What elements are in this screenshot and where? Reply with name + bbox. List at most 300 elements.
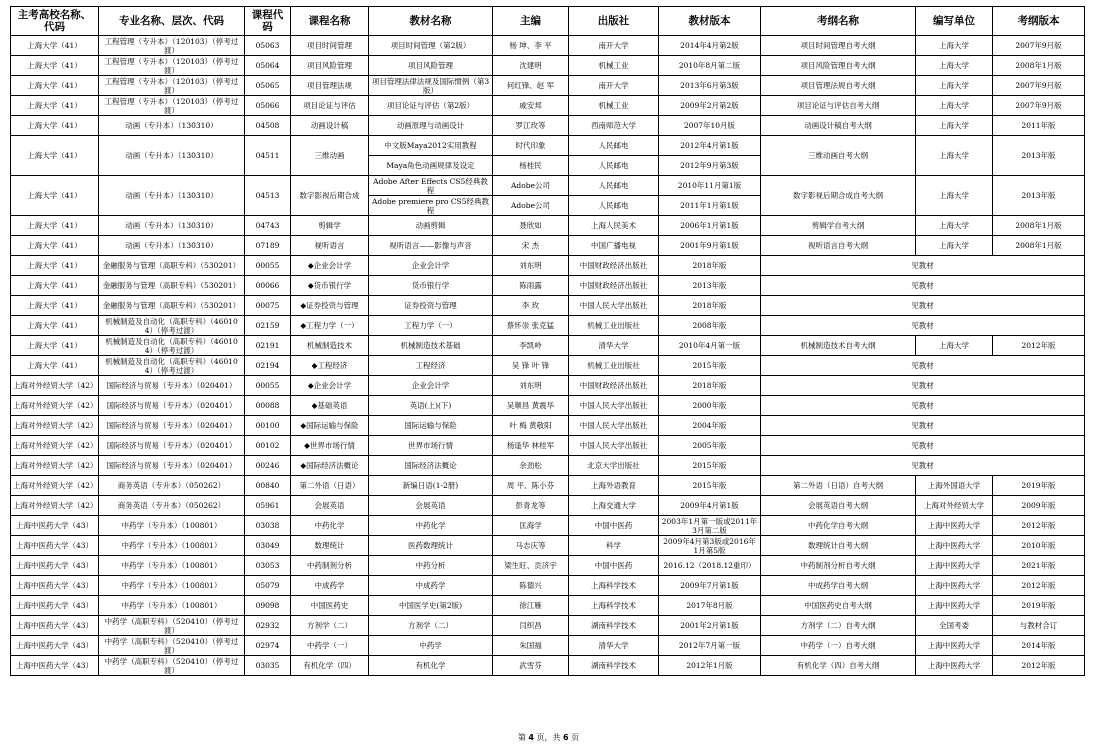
cell-editor: 李 玫 — [493, 296, 569, 316]
cell-syllabus: 机械制造技术自考大纲 — [761, 336, 916, 356]
cell-publisher: 中国财政经济出版社 — [569, 276, 659, 296]
cell-syllabus-version: 2010年版 — [993, 536, 1085, 556]
cell-edition: 2003年1月第一版或2011年3月第二版 — [659, 516, 761, 536]
cell-textbook: 动画剪辑 — [369, 216, 493, 236]
cell-course-name: ◆企业会计学 — [291, 376, 369, 396]
cell-edition: 2010年8月第二版 — [659, 56, 761, 76]
cell-editor: 杨 坤、李 平 — [493, 36, 569, 56]
page-footer — [0, 732, 1097, 743]
cell-syllabus-version: 2021年版 — [993, 556, 1085, 576]
header-compiler: 编写单位 — [916, 7, 993, 36]
cell-major: 机械制造及自动化（高职专科）（460104）（停考过渡） — [99, 316, 245, 336]
cell-textbook: 中药分析 — [369, 556, 493, 576]
cell-compiler: 上海中医药大学 — [916, 576, 993, 596]
table-row — [11, 256, 1085, 276]
cell-university: 上海对外经贸大学（42） — [11, 376, 99, 396]
cell-publisher: 中国财政经济出版社 — [569, 256, 659, 276]
table-row — [11, 56, 1085, 76]
table-row — [11, 576, 1085, 596]
cell-edition: 2011年1月第1版 — [659, 196, 761, 216]
table-row — [11, 276, 1085, 296]
cell-course-name: 项目风险管理 — [291, 56, 369, 76]
header-edition: 教材版本 — [659, 7, 761, 36]
cell-course-code: 02974 — [245, 636, 291, 656]
cell-syllabus-version: 2008年1月版 — [993, 236, 1085, 256]
table-row — [11, 496, 1085, 516]
cell-edition: 2009年2月第2版 — [659, 96, 761, 116]
cell-university: 上海中医药大学（43） — [11, 576, 99, 596]
cell-publisher: 上海人民美术 — [569, 216, 659, 236]
cell-editor: 宋 杰 — [493, 236, 569, 256]
cell-course-code: 03038 — [245, 516, 291, 536]
cell-major: 工程管理（专升本）（120103）（停考过渡） — [99, 96, 245, 116]
cell-syllabus: 项目管理法规自考大纲 — [761, 76, 916, 96]
cell-textbook: 国际运输与保险 — [369, 416, 493, 436]
cell-course-code: 00246 — [245, 456, 291, 476]
cell-syllabus-version: 2012年版 — [993, 516, 1085, 536]
cell-major: 国际经济与贸易（专升本）（020401） — [99, 416, 245, 436]
table-row — [11, 216, 1085, 236]
cell-compiler: 上海大学 — [916, 136, 993, 176]
cell-publisher: 清华大学 — [569, 336, 659, 356]
cell-edition: 2009年4月第3版或2016年1月第5版 — [659, 536, 761, 556]
cell-course-code: 00075 — [245, 296, 291, 316]
cell-edition: 2018年版 — [659, 296, 761, 316]
cell-publisher: 人民邮电 — [569, 196, 659, 216]
table-row — [11, 396, 1085, 416]
cell-editor: 刘东明 — [493, 256, 569, 276]
cell-editor: 马志庆等 — [493, 536, 569, 556]
cell-publisher: 上海科学技术 — [569, 576, 659, 596]
cell-course-code: 03053 — [245, 556, 291, 576]
footer-prefix: 第 — [517, 733, 526, 742]
cell-syllabus-note: 见教材 — [761, 356, 1085, 376]
cell-publisher: 中国中医药 — [569, 556, 659, 576]
cell-university: 上海大学（41） — [11, 276, 99, 296]
cell-textbook: 世界市场行情 — [369, 436, 493, 456]
cell-editor: 梁生旺、贡济宇 — [493, 556, 569, 576]
cell-publisher: 清华大学 — [569, 636, 659, 656]
cell-major: 工程管理（专升本）（120103）（停考过渡） — [99, 56, 245, 76]
cell-edition: 2013年6月第3版 — [659, 76, 761, 96]
header-editor: 主编 — [493, 7, 569, 36]
cell-edition: 2009年7月第1版 — [659, 576, 761, 596]
cell-edition: 2008年版 — [659, 316, 761, 336]
cell-syllabus: 动画设计稿自考大纲 — [761, 116, 916, 136]
cell-syllabus-version: 2007年9月版 — [993, 36, 1085, 56]
cell-major: 中药学（高职专科）（520410）（停考过渡） — [99, 636, 245, 656]
cell-course-code: 00102 — [245, 436, 291, 456]
cell-course-code: 05063 — [245, 36, 291, 56]
cell-major: 金融服务与管理（高职专科）（530201） — [99, 296, 245, 316]
cell-syllabus: 项目论证与评估自考大纲 — [761, 96, 916, 116]
cell-university: 上海中医药大学（43） — [11, 536, 99, 556]
cell-textbook: 项目时间管理（第2版） — [369, 36, 493, 56]
cell-major: 中药学（专升本）（100801） — [99, 576, 245, 596]
cell-compiler: 上海大学 — [916, 176, 993, 216]
cell-edition: 2006年1月第1版 — [659, 216, 761, 236]
cell-major: 国际经济与贸易（专升本）（020401） — [99, 436, 245, 456]
cell-course-code: 00840 — [245, 476, 291, 496]
cell-edition: 2012年4月第1版 — [659, 136, 761, 156]
cell-university: 上海大学（41） — [11, 76, 99, 96]
cell-course-name: ◆国际经济法概论 — [291, 456, 369, 476]
cell-editor: 罗江玫等 — [493, 116, 569, 136]
cell-course-name: 三维动画 — [291, 136, 369, 176]
cell-university: 上海大学（41） — [11, 316, 99, 336]
cell-course-code: 04513 — [245, 176, 291, 216]
cell-course-name: ◆工程力学（一） — [291, 316, 369, 336]
cell-major: 中药学（高职专科）（520410）（停考过渡） — [99, 616, 245, 636]
cell-course-code: 00088 — [245, 396, 291, 416]
cell-university: 上海大学（41） — [11, 256, 99, 276]
cell-major: 动画（专升本）（130310） — [99, 176, 245, 216]
cell-compiler: 上海中医药大学 — [916, 556, 993, 576]
cell-syllabus-note: 见教材 — [761, 416, 1085, 436]
cell-course-name: 中药学（一） — [291, 636, 369, 656]
cell-university: 上海对外经贸大学（42） — [11, 416, 99, 436]
cell-textbook: 企业会计学 — [369, 256, 493, 276]
cell-textbook: 中文版Maya2012实用教程 — [369, 136, 493, 156]
cell-editor: 余劲松 — [493, 456, 569, 476]
cell-syllabus-note: 见教材 — [761, 276, 1085, 296]
cell-textbook: 项目管理法律法规及国际惯例（第3版） — [369, 76, 493, 96]
cell-textbook: 视听语言——影像与声音 — [369, 236, 493, 256]
cell-publisher: 西南师范大学 — [569, 116, 659, 136]
cell-syllabus: 会展英语自考大纲 — [761, 496, 916, 516]
cell-major: 机械制造及自动化（高职专科）（460104）（停考过渡） — [99, 356, 245, 376]
cell-course-code: 05065 — [245, 76, 291, 96]
cell-publisher: 湖南科学技术 — [569, 616, 659, 636]
cell-course-name: ◆企业会计学 — [291, 256, 369, 276]
cell-textbook: 中药学 — [369, 636, 493, 656]
cell-syllabus: 数字影视后期合成自考大纲 — [761, 176, 916, 216]
cell-course-name: ◆工程经济 — [291, 356, 369, 376]
cell-course-code: 02932 — [245, 616, 291, 636]
cell-publisher: 人民邮电 — [569, 156, 659, 176]
table-row — [11, 236, 1085, 256]
cell-university: 上海中医药大学（43） — [11, 596, 99, 616]
cell-course-name: 数理统计 — [291, 536, 369, 556]
textbook-table — [10, 6, 1085, 676]
cell-publisher: 上海科学技术 — [569, 596, 659, 616]
cell-compiler: 全国考委 — [916, 616, 993, 636]
cell-course-name: 项目时间管理 — [291, 36, 369, 56]
cell-editor: 陈德兴 — [493, 576, 569, 596]
cell-syllabus-note: 见教材 — [761, 256, 1085, 276]
cell-major: 国际经济与贸易（专升本）（020401） — [99, 376, 245, 396]
cell-university: 上海对外经贸大学（42） — [11, 436, 99, 456]
cell-publisher: 湖南科学技术 — [569, 656, 659, 676]
cell-university: 上海对外经贸大学（42） — [11, 476, 99, 496]
cell-course-code: 03035 — [245, 656, 291, 676]
cell-course-code: 05079 — [245, 576, 291, 596]
cell-course-name: 项目管理法规 — [291, 76, 369, 96]
cell-course-code: 05066 — [245, 96, 291, 116]
cell-compiler: 上海大学 — [916, 96, 993, 116]
cell-publisher: 科学 — [569, 536, 659, 556]
cell-edition: 2012年7月第一版 — [659, 636, 761, 656]
table-row — [11, 416, 1085, 436]
cell-major: 金融服务与管理（高职专科）（530201） — [99, 276, 245, 296]
cell-textbook: 会展英语 — [369, 496, 493, 516]
header-course-name: 课程名称 — [291, 7, 369, 36]
cell-university: 上海大学（41） — [11, 216, 99, 236]
cell-textbook: 英语(上)(下) — [369, 396, 493, 416]
cell-syllabus: 项目时间管理自考大纲 — [761, 36, 916, 56]
cell-publisher: 人民邮电 — [569, 136, 659, 156]
cell-edition: 2001年9月第1版 — [659, 236, 761, 256]
cell-major: 动画（专升本）（130310） — [99, 116, 245, 136]
cell-course-name: 数字影视后期合成 — [291, 176, 369, 216]
cell-course-name: ◆国际运输与保险 — [291, 416, 369, 436]
cell-syllabus-version: 2012年版 — [993, 336, 1085, 356]
footer-middle: 页，共 — [536, 733, 561, 742]
cell-edition: 2013年版 — [659, 276, 761, 296]
cell-editor: 李凯岭 — [493, 336, 569, 356]
cell-textbook: Adobe After Effects CS5经典教程 — [369, 176, 493, 196]
cell-syllabus-version: 2012年版 — [993, 576, 1085, 596]
cell-university: 上海大学（41） — [11, 36, 99, 56]
cell-course-name: 有机化学（四） — [291, 656, 369, 676]
table-row — [11, 556, 1085, 576]
cell-course-name: 剪辑学 — [291, 216, 369, 236]
cell-compiler: 上海大学 — [916, 216, 993, 236]
header-publisher: 出版社 — [569, 7, 659, 36]
cell-syllabus: 三维动画自考大纲 — [761, 136, 916, 176]
cell-textbook: 项目论证与评估（第2版） — [369, 96, 493, 116]
cell-editor: 彭青龙等 — [493, 496, 569, 516]
cell-university: 上海中医药大学（43） — [11, 516, 99, 536]
cell-textbook: 证券投资与管理 — [369, 296, 493, 316]
cell-university: 上海大学（41） — [11, 96, 99, 116]
cell-course-code: 00100 — [245, 416, 291, 436]
cell-publisher: 中国人民大学出版社 — [569, 396, 659, 416]
cell-syllabus-version: 2012年版 — [993, 656, 1085, 676]
cell-editor: 吴顺昌 黄震华 — [493, 396, 569, 416]
cell-syllabus-note: 见教材 — [761, 436, 1085, 456]
cell-editor: 杨桂民 — [493, 156, 569, 176]
cell-major: 动画（专升本）（130310） — [99, 236, 245, 256]
cell-publisher: 中国中医药 — [569, 516, 659, 536]
cell-course-name: ◆世界市场行情 — [291, 436, 369, 456]
cell-course-code: 07189 — [245, 236, 291, 256]
cell-edition: 2015年版 — [659, 476, 761, 496]
table-row — [11, 436, 1085, 456]
cell-textbook: 项目风险管理 — [369, 56, 493, 76]
cell-university: 上海对外经贸大学（42） — [11, 396, 99, 416]
cell-edition: 2001年2月第1版 — [659, 616, 761, 636]
cell-syllabus-version: 2011年版 — [993, 116, 1085, 136]
cell-edition: 2012年9月第3版 — [659, 156, 761, 176]
cell-edition: 2012年1月版 — [659, 656, 761, 676]
table-row — [11, 316, 1085, 336]
cell-university: 上海中医药大学（43） — [11, 656, 99, 676]
cell-compiler: 上海中医药大学 — [916, 516, 993, 536]
cell-syllabus: 中药化学自考大纲 — [761, 516, 916, 536]
table-row — [11, 336, 1085, 356]
table-row — [11, 476, 1085, 496]
cell-syllabus: 方剂学（二）自考大纲 — [761, 616, 916, 636]
cell-university: 上海大学（41） — [11, 176, 99, 216]
cell-major: 动画（专升本）（130310） — [99, 136, 245, 176]
cell-textbook: 工程力学（一） — [369, 316, 493, 336]
cell-publisher: 中国人民大学出版社 — [569, 296, 659, 316]
cell-major: 商务英语（专升本）（050262） — [99, 496, 245, 516]
cell-publisher: 机械工业 — [569, 96, 659, 116]
cell-course-code: 00066 — [245, 276, 291, 296]
header-row — [11, 7, 1085, 36]
cell-major: 商务英语（专升本）（050262） — [99, 476, 245, 496]
cell-major: 动画（专升本）（130310） — [99, 216, 245, 236]
cell-course-name: 项目论证与评估 — [291, 96, 369, 116]
cell-edition: 2007年10月版 — [659, 116, 761, 136]
cell-syllabus-version: 2019年版 — [993, 596, 1085, 616]
cell-publisher: 中国人民大学出版社 — [569, 436, 659, 456]
cell-university: 上海大学（41） — [11, 236, 99, 256]
cell-syllabus-version: 2007年9月版 — [993, 96, 1085, 116]
cell-compiler: 上海中医药大学 — [916, 656, 993, 676]
cell-syllabus-note: 见教材 — [761, 456, 1085, 476]
cell-textbook: 国际经济法概论 — [369, 456, 493, 476]
cell-compiler: 上海中医药大学 — [916, 536, 993, 556]
table-row — [11, 376, 1085, 396]
cell-editor: 武雪芬 — [493, 656, 569, 676]
cell-editor: 陈雨露 — [493, 276, 569, 296]
cell-textbook: Adobe premiere pro CS5经典教程 — [369, 196, 493, 216]
cell-course-name: 会展英语 — [291, 496, 369, 516]
cell-syllabus-version: 2013年版 — [993, 176, 1085, 216]
cell-syllabus: 第二外语（日语）自考大纲 — [761, 476, 916, 496]
cell-syllabus: 中成药学自考大纲 — [761, 576, 916, 596]
cell-textbook: Maya角色动画规律及设定 — [369, 156, 493, 176]
cell-course-code: 09098 — [245, 596, 291, 616]
cell-textbook: 货币银行学 — [369, 276, 493, 296]
header-syllabus: 考纲名称 — [761, 7, 916, 36]
cell-major: 中药学（专升本）（100801） — [99, 596, 245, 616]
cell-edition: 2014年4月第2版 — [659, 36, 761, 56]
table-row — [11, 456, 1085, 476]
cell-editor: 匡海学 — [493, 516, 569, 536]
page-number: 4 — [528, 733, 534, 742]
cell-editor: 吴 锋 叶 锋 — [493, 356, 569, 376]
cell-university: 上海对外经贸大学（42） — [11, 496, 99, 516]
cell-syllabus-note: 见教材 — [761, 296, 1085, 316]
cell-textbook: 动画原理与动画设计 — [369, 116, 493, 136]
cell-university: 上海大学（41） — [11, 356, 99, 376]
cell-edition: 2015年版 — [659, 356, 761, 376]
footer-suffix: 页 — [571, 733, 580, 742]
cell-editor: 闫织昌 — [493, 616, 569, 636]
cell-compiler: 上海中医药大学 — [916, 636, 993, 656]
cell-publisher: 人民邮电 — [569, 176, 659, 196]
cell-syllabus-version: 2019年版 — [993, 476, 1085, 496]
cell-edition: 2009年4月第1版 — [659, 496, 761, 516]
cell-publisher: 南开大学 — [569, 76, 659, 96]
cell-editor: 朱国福 — [493, 636, 569, 656]
cell-syllabus: 有机化学（四）自考大纲 — [761, 656, 916, 676]
cell-syllabus-version: 与教材合订 — [993, 616, 1085, 636]
cell-course-code: 05961 — [245, 496, 291, 516]
cell-publisher: 中国广播电视 — [569, 236, 659, 256]
cell-editor: Adobe公司 — [493, 196, 569, 216]
cell-publisher: 中国人民大学出版社 — [569, 416, 659, 436]
cell-textbook: 有机化学 — [369, 656, 493, 676]
cell-course-name: 动画设计稿 — [291, 116, 369, 136]
cell-publisher: 机械工业出版社 — [569, 356, 659, 376]
cell-textbook: 中国医学史(第2版) — [369, 596, 493, 616]
cell-editor: 何红锋、赵 军 — [493, 76, 569, 96]
cell-university: 上海中医药大学（43） — [11, 556, 99, 576]
header-university: 主考高校名称、代码 — [11, 7, 99, 36]
table-row — [11, 36, 1085, 56]
cell-university: 上海大学（41） — [11, 296, 99, 316]
cell-edition: 2015年版 — [659, 456, 761, 476]
cell-editor: 聂欣如 — [493, 216, 569, 236]
cell-textbook: 企业会计学 — [369, 376, 493, 396]
table-row — [11, 656, 1085, 676]
cell-compiler: 上海外国语大学 — [916, 476, 993, 496]
table-row — [11, 176, 1085, 196]
table-row — [11, 356, 1085, 376]
header-course-code: 课程代码 — [245, 7, 291, 36]
cell-publisher: 机械工业 — [569, 56, 659, 76]
cell-syllabus-note: 见教材 — [761, 396, 1085, 416]
cell-textbook: 方剂学（二） — [369, 616, 493, 636]
table-row — [11, 136, 1085, 156]
cell-university: 上海对外经贸大学（42） — [11, 456, 99, 476]
header-major: 专业名称、层次、代码 — [99, 7, 245, 36]
cell-course-code: 03049 — [245, 536, 291, 556]
cell-compiler: 上海大学 — [916, 336, 993, 356]
table-row — [11, 516, 1085, 536]
cell-edition: 2016.12（2018.12重印） — [659, 556, 761, 576]
cell-university: 上海大学（41） — [11, 336, 99, 356]
cell-compiler: 上海对外经贸大学 — [916, 496, 993, 516]
cell-edition: 2004年版 — [659, 416, 761, 436]
cell-compiler: 上海大学 — [916, 36, 993, 56]
table-row — [11, 636, 1085, 656]
cell-course-name: ◆证券投资与管理 — [291, 296, 369, 316]
cell-course-name: 方剂学（二） — [291, 616, 369, 636]
cell-syllabus: 中药制剂分析自考大纲 — [761, 556, 916, 576]
cell-course-name: 视听语言 — [291, 236, 369, 256]
cell-syllabus-note: 见教材 — [761, 316, 1085, 336]
cell-syllabus-version: 2008年1月版 — [993, 216, 1085, 236]
cell-publisher: 南开大学 — [569, 36, 659, 56]
cell-syllabus: 视听语言自考大纲 — [761, 236, 916, 256]
table-row — [11, 616, 1085, 636]
cell-edition: 2005年版 — [659, 436, 761, 456]
cell-compiler: 上海中医药大学 — [916, 596, 993, 616]
cell-syllabus: 数理统计自考大纲 — [761, 536, 916, 556]
cell-course-code: 04743 — [245, 216, 291, 236]
cell-course-code: 02159 — [245, 316, 291, 336]
cell-major: 工程管理（专升本）（120103）（停考过渡） — [99, 36, 245, 56]
cell-course-name: 中药制剂分析 — [291, 556, 369, 576]
cell-course-code: 02194 — [245, 356, 291, 376]
cell-syllabus-note: 见教材 — [761, 376, 1085, 396]
cell-course-code: 04511 — [245, 136, 291, 176]
cell-edition: 2000年版 — [659, 396, 761, 416]
cell-university: 上海中医药大学（43） — [11, 616, 99, 636]
cell-syllabus: 中药学（一）自考大纲 — [761, 636, 916, 656]
cell-major: 工程管理（专升本）（120103）（停考过渡） — [99, 76, 245, 96]
table-row — [11, 116, 1085, 136]
cell-editor: 时代印象 — [493, 136, 569, 156]
cell-edition: 2018年版 — [659, 256, 761, 276]
cell-edition: 2018年版 — [659, 376, 761, 396]
